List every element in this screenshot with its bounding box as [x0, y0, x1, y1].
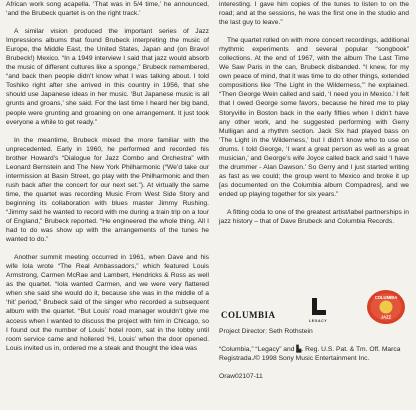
paragraph: A fitting coda to one of the greatest artist/label partnerships in jazz history – that of Dave Brubeck and Columbia Records. [219, 208, 409, 226]
credits-block [219, 327, 409, 381]
paragraph: The quartet rolled on with more concert recordings, additional rhythmic experiments and several popular “songbook” collections. At the end of 1967, with the album The Last Time We Saw Paris in the can, Brubeck disbanded. “I knew, for my own peace of mind, that it was time to do other things, extended compositions like ‘The Light in the Wilderness,’” he explained. “Then George Wein called and said, ‘I need you in Mexico.’ I felt that I owed George some favors, because he hired me to play Storyville in Boston back in the early fifties when I didn’t have any other work, and he suggested performing with Gerry Mulligan and a rhythm section. Jack Six had played bass on ‘The Light in the Wilderness,’ but I didn’t know who to use on drums. I told George, ‘I want a great person as well as a great musician,’ and George’s wife Joyce called back and said ‘I have the drummer - Alan Dawson.’ So Gerry and I just started writing as fast as we could; the group went to Mexico and broke it up [as documented on the Columbia album Compadres], and we ended up playing together for six years.” [219, 37, 409, 198]
paragraph: Another summit meeting occurred in 1961, when Dave and his wife Iola wrote “The Real Ambassadors,” which featured Louis Armstrong, Carmen McRae and Lambert, Hendricks & Ross as well as the quartet. “Iola wanted Carmen, and we were very flattered when she said she would do it, because she was in the middle of a ‘hit’ period,” Brubeck said of the singer who recorded a subsequent album with the quartet. “But Louis’ road manager wouldn’t give me access when I wanted to discuss the project with him in Chicago, so I found out the number of Louis’ hotel room, sat in the lobby until room service came and hollered ‘Hi, Louis’ when the door opened. Louis invited us in, ordered me a steak and thought the idea was [6, 254, 209, 352]
project-director: Project Director: Seth Rothstein [219, 328, 313, 335]
columbia-jazz-badge-icon [366, 289, 406, 325]
badge-top-text: COLUMBIA [374, 295, 398, 300]
legacy-logo-icon [310, 297, 328, 319]
logo-row [219, 289, 409, 325]
left-column [6, 0, 209, 353]
paragraph: In the meantime, Brubeck mixed the more familiar with the unprecedented. Early in 1960, he performed and recorded his brother Howard’s “Dialogue for Jazz Combo and Orchestra” with Leonard Bernstein and The New York Philharmonic (“We’d take our intermission at Basin Street, go play with the Philharmonic and then rush back after the concert for our next set.”). At virtually the same time, the quartet was recording Music From West Side Story and beginning its collaboration with blues master Jimmy Rushing. “Jimmy said he wanted to record with me during a train trip on a tour of England,” Brubeck reported. “He engineered the whole thing. All I had to do was show up with the arrangements of the tunes he wanted to do.” [6, 136, 209, 244]
legal-notice: “Columbia,” “Legacy” and ▙. Reg. U.S. Pat. & Tm. Off. Marca Registrada./© 1998 Sony Music Entertainment Inc. [219, 346, 401, 363]
columbia-logo: COLUMBIA [221, 310, 276, 320]
legacy-logo-text: LEGACY [309, 319, 328, 323]
catalog-code: Oraw02107-11 [219, 373, 263, 381]
right-column [219, 0, 409, 226]
paragraph: A similar vision produced the important series of Jazz Impressions albums that found Brubeck interpreting the music of Europe, the Middle East, the United States, Japan and (on Bravo! Brubeck!) Mexico. “In a 1949 interview I said that jazz would absorb the music of different cultures like a sponge,” Brubeck remembered, “and back then people didn’t know what I was talking about. I told Toshiko right after she arrived in this country in 1956, that she should use Japanese ideas in her music. ‘But Japanese music is all grunts and groans,’ she said. For the last time I heard her big band, people were grunting and groaning on one arrangement. It just took everyone a while to get ready.” [6, 28, 209, 126]
paragraph: African work song acapella. ‘That was in 5/4 time,’ he announced, ‘and the Brubeck quartet is on the right track.’ [6, 1, 209, 18]
paragraph: interesting. I gave him copies of the tunes to listen to on the road; and at the sessions, he was the first one in the studio and the last guy to leave.” [219, 1, 409, 27]
badge-bottom-text: JAZZ [380, 314, 392, 320]
